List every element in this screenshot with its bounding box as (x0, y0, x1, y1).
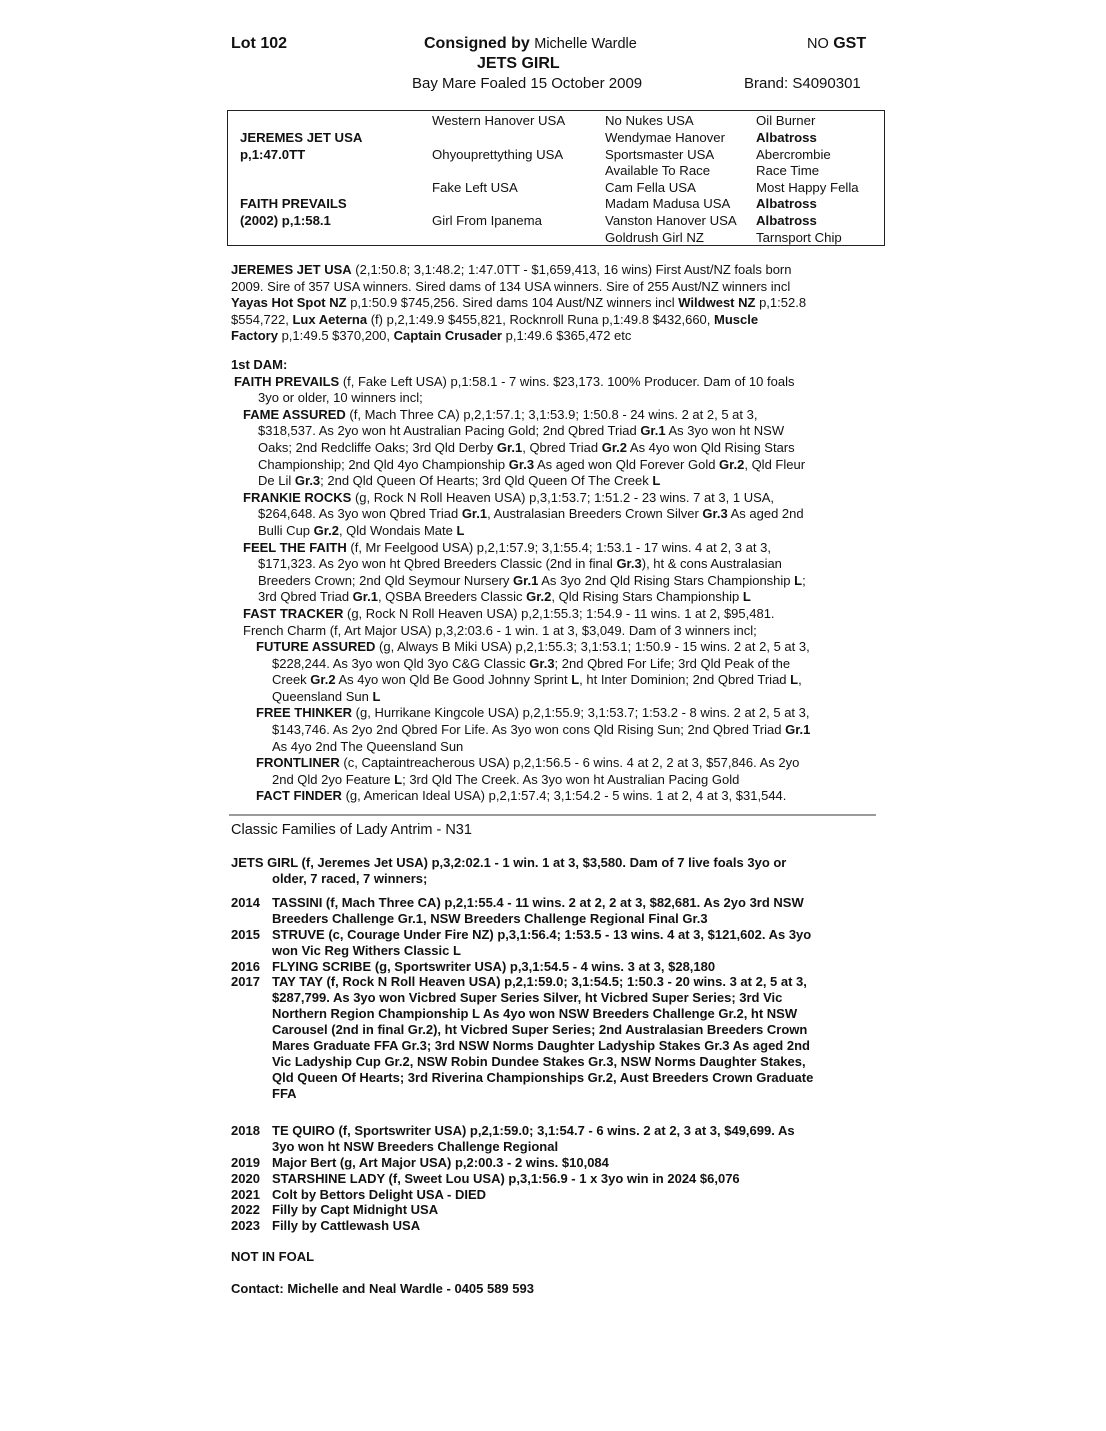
progeny-text: , QSBA Breeders Classic (377, 589, 527, 605)
foal-year: 2016 (231, 958, 260, 974)
ped-gen4-5: Most Happy Fella (756, 180, 859, 195)
foal-year: 2014 (231, 895, 260, 910)
sire-notes-text: 2009. Sire of 357 USA winners. Sired dams of 134 USA winners. Sire of 255 Aust/NZ winners incl (231, 278, 791, 294)
foal-record: Mares Graduate FFA Gr.3; 3rd NSW Norms Daughter Ladyship Stakes Gr.3 As aged 2nd (272, 1038, 810, 1054)
sire-notes-text: (f) p,2,1:49.9 $455,821, Rocknroll Runa p,1:49.8 $432,660, (367, 311, 715, 327)
progeny-text: De Lil (258, 473, 295, 489)
foal-year: 2023 (231, 1218, 260, 1234)
progeny-grade: Gr.2 (313, 522, 339, 538)
sire-notes-name: JEREMES JET USA (231, 262, 352, 277)
progeny-text: As 4yo won Qld Rising Stars (627, 439, 795, 455)
ped-gen3-8: Goldrush Girl NZ (605, 230, 704, 245)
progeny-grade: Gr.1 (496, 439, 523, 455)
progeny-text: $143,746. As 2yo 2nd Qbred For Life. As 3yo won cons Qld Rising Sun; 2nd Qbred Triad (272, 722, 786, 738)
progeny-text: , Qld Rising Stars Championship (551, 589, 743, 605)
progeny-text: , Australasian Breeders Crown Silver (487, 506, 703, 522)
progeny-text: Queensland Sun (272, 688, 373, 704)
ped-gen3-5: Cam Fella USA (605, 180, 696, 195)
progeny-text: Oaks; 2nd Redcliffe Oaks; 3rd Qld Derby (258, 439, 497, 455)
progeny-text: 3rd Qbred Triad (258, 589, 353, 605)
progeny-name: FACT FINDER (256, 788, 342, 804)
progeny-text: Breeders Crown; 2nd Qld Seymour Nursery (258, 572, 514, 588)
lot-number: Lot 102 (231, 35, 288, 52)
foal-record: STARSHINE LADY (f, Sweet Lou USA) p,3,1:56.9 - 1 x 3yo win in 2024 $6,076 (272, 1170, 740, 1186)
contact-line: Contact: Michelle and Neal Wardle - 0405 589 593 (231, 1281, 534, 1296)
gst-prefix: NO (807, 36, 829, 52)
progeny-text: $171,323. As 2yo won ht Qbred Breeders Classic (2nd in final (258, 556, 617, 572)
progeny-name: FRONTLINER (256, 755, 340, 771)
progeny-text: Championship; 2nd Qld 4yo Championship (258, 456, 509, 472)
progeny-text: ; 2nd Qbred For Life; 3rd Qld Peak of the (554, 655, 791, 671)
progeny-name: FUTURE ASSURED (256, 639, 376, 655)
progeny-text: $318,537. As 2yo won ht Australian Pacing Gold; 2nd Qbred Triad (258, 423, 641, 439)
sire-notes (231, 262, 881, 345)
ped-gen4-3: Abercrombie (756, 147, 831, 162)
progeny-text: As 4yo 2nd The Queensland Sun (272, 738, 464, 754)
progeny-text: 2nd Qld 2yo Feature (272, 771, 395, 787)
progeny-list (231, 895, 881, 1102)
progeny-grade: Gr.2 (601, 439, 627, 455)
foal-record: Colt by Bettors Delight USA - DIED (272, 1186, 487, 1202)
sire-notes-bold: Wildwest NZ (678, 295, 756, 311)
sire-notes-bold: Lux Aeterna (292, 311, 368, 327)
progeny-text: (c, Captaintreacherous USA) p,2,1:56.5 - 6 wins. 4 at 2, 2 at 3, $57,846. As 2yo (339, 755, 800, 771)
progeny-text: (f, Mr Feelgood USA) p,2,1:57.9; 3,1:55.4; 1:53.1 - 17 wins. 4 at 2, 3 at 3, (346, 539, 771, 555)
ped-gen3-6: Madam Madusa USA (605, 196, 731, 211)
sire-notes-bold: Muscle (714, 311, 759, 327)
dam-line-name: FAITH PREVAILS (234, 373, 340, 389)
sire-notes-text: p,1:52.8 (755, 295, 807, 311)
progeny-grade: L (571, 672, 580, 688)
foal-record: STRUVE (c, Courage Under Fire NZ) p,3,1:56.4; 1:53.5 - 13 wins. 4 at 3, $121,602. As 3yo (272, 926, 812, 942)
progeny-text: As 3yo won ht NSW (665, 423, 785, 439)
progeny-text: (f, Mach Three CA) p,2,1:57.1; 3,1:53.9; 1:50.8 - 24 wins. 2 at 2, 5 at 3, (345, 406, 758, 422)
progeny-grade: L (742, 589, 751, 605)
foaled-line: Bay Mare Foaled 15 October 2009 (412, 75, 643, 92)
progeny-text: , Qbred Triad (522, 439, 602, 455)
progeny-grade: Gr.3 (529, 655, 555, 671)
first-dam-section (231, 357, 881, 805)
progeny-grade: Gr.1 (513, 572, 539, 588)
gst-label: GST (833, 35, 867, 52)
foal-record: Qld Queen Of Hearts; 3rd Riverina Championships Gr.2, Aust Breeders Crown Graduate (272, 1069, 814, 1085)
progeny-text: ; (802, 572, 806, 588)
consignor-name: Michelle Wardle (534, 36, 637, 52)
progeny-list-late (231, 1123, 881, 1234)
progeny-grade: L (652, 473, 661, 489)
ped-gen2-3: Fake Left USA (432, 180, 518, 195)
foal-record: Vic Ladyship Cup Gr.2, NSW Robin Dundee Stakes Gr.3, NSW Norms Daughter Stakes, (272, 1053, 806, 1069)
sire-notes-bold: Factory (231, 328, 278, 344)
foal-record: FFA (272, 1085, 297, 1101)
foal-record: TASSINI (f, Mach Three CA) p,2,1:55.4 - 11 wins. 2 at 2, 2 at 3, $82,681. As 2yo 3rd NSW (272, 895, 804, 910)
foal-record: TE QUIRO (f, Sportswriter USA) p,2,1:59.0; 3,1:54.7 - 6 wins. 2 at 2, 3 at 3, $49,699. As (272, 1123, 795, 1138)
progeny-text: Bulli Cup (258, 522, 314, 538)
dam-record: (2002) p,1:58.1 (240, 213, 331, 228)
ped-gen3-4: Available To Race (605, 163, 711, 178)
ped-gen4-2: Albatross (756, 130, 817, 145)
progeny-text: ; 2nd Qld Queen Of Hearts; 3rd Qld Queen Of The Creek (320, 473, 653, 489)
sire-notes-text: p,1:49.6 $365,472 etc (502, 328, 632, 344)
foal-year: 2022 (231, 1202, 260, 1218)
foal-record: TAY TAY (f, Rock N Roll Heaven USA) p,2,1:59.0; 3,1:54.5; 1:50.3 - 20 wins. 3 at 2, 5 at 3, (272, 974, 807, 990)
progeny-text: $264,648. As 3yo won Qbred Triad (258, 506, 462, 522)
progeny-text: (g, Rock N Roll Heaven USA) p,3,1:53.7; 1:51.2 - 23 wins. 7 at 3, 1 USA, (351, 489, 775, 505)
family-intro-line: JETS GIRL (f, Jeremes Jet USA) p,3,2:02.1 - 1 win. 1 at 3, $3,580. Dam of 7 live foals 3yo or (231, 855, 787, 870)
progeny-name: FREE THINKER (256, 705, 353, 721)
sire-notes-text: p,1:49.5 $370,200, (277, 328, 394, 344)
ped-gen4-6: Albatross (756, 196, 817, 211)
ped-gen4-8: Tarnsport Chip (756, 230, 842, 245)
brand: Brand: S4090301 (744, 75, 861, 92)
progeny-grade: Gr.2 (310, 672, 336, 688)
progeny-grade: L (394, 771, 403, 787)
foal-record: $287,799. As 3yo won Vicbred Super Series Silver, ht Vicbred Super Series; 3rd Vic (272, 990, 783, 1006)
ped-gen4-4: Race Time (756, 163, 820, 178)
sire-notes-bold: Captain Crusader (393, 328, 502, 344)
progeny-text: (g, Rock N Roll Heaven USA) p,2,1:55.3; 1:54.9 - 11 wins. 1 at 2, $95,481. (343, 605, 775, 621)
progeny-name: FRANKIE ROCKS (243, 489, 352, 505)
progeny-text: , (798, 672, 802, 688)
foal-record: Major Bert (g, Art Major USA) p,2:00.3 - 2 wins. $10,084 (272, 1154, 609, 1170)
progeny-text: As 4yo won Qld Be Good Johnny Sprint (335, 672, 572, 688)
gst-status (807, 35, 866, 53)
foal-year: 2019 (231, 1154, 260, 1170)
sire-notes-text: p,1:50.9 $745,256. Sired dams 104 Aust/NZ winners incl (346, 295, 679, 311)
foal-year: 2015 (231, 926, 260, 942)
foal-year: 2021 (231, 1186, 260, 1202)
progeny-text: ; 3rd Qld The Creek. As 3yo won ht Australian Pacing Gold (402, 771, 740, 787)
dam-name: FAITH PREVAILS (240, 196, 347, 211)
family-intro (231, 855, 881, 887)
horse-name: JETS GIRL (477, 55, 560, 72)
ped-gen2-4: Girl From Ipanema (432, 213, 542, 228)
section-divider (229, 814, 876, 816)
foal-record: won Vic Reg Withers Classic L (272, 942, 461, 958)
progeny-grade: Gr.3 (702, 506, 728, 522)
dam-line-text: (f, Fake Left USA) p,1:58.1 - 7 wins. $23,173. 100% Producer. Dam of 10 foals (339, 373, 795, 389)
foal-year: 2017 (231, 974, 260, 990)
progeny-text: Creek (272, 672, 311, 688)
progeny-text: (g, Hurrikane Kingcole USA) p,2,1:55.9; 3,1:53.7; 1:53.2 - 8 wins. 2 at 2, 5 at 3, (352, 705, 810, 721)
progeny-grade: Gr.1 (785, 722, 811, 738)
ped-gen2-1: Western Hanover USA (432, 113, 566, 128)
progeny-grade: Gr.3 (508, 456, 535, 472)
progeny-text: As aged 2nd (727, 506, 804, 522)
progeny-grade: Gr.1 (640, 423, 666, 439)
progeny-grade: L (794, 572, 803, 588)
progeny-grade: Gr.3 (294, 473, 321, 489)
ped-gen4-1: Oil Burner (756, 113, 816, 128)
sire-notes-bold: Yayas Hot Spot NZ (231, 295, 347, 311)
progeny-grade: Gr.2 (719, 456, 745, 472)
progeny-grade: L (372, 688, 381, 704)
progeny-grade: L (456, 522, 465, 538)
progeny-text: , ht Inter Dominion; 2nd Qbred Triad (579, 672, 791, 688)
foal-record: Filly by Capt Midnight USA (272, 1202, 439, 1218)
ped-gen2-2: Ohyouprettything USA (432, 147, 564, 162)
ped-gen3-7: Vanston Hanover USA (605, 213, 737, 228)
ped-gen3-3: Sportsmaster USA (605, 147, 715, 162)
foal-record: Northern Region Championship L As 4yo won NSW Breeders Challenge Gr.2, ht NSW (272, 1006, 798, 1022)
progeny-grade: Gr.1 (461, 506, 488, 522)
progeny-grade: Gr.2 (526, 589, 552, 605)
progeny-name: FAST TRACKER (243, 605, 344, 621)
consigned-by (424, 35, 637, 53)
ped-gen3-1: No Nukes USA (605, 113, 694, 128)
first-dam-heading: 1st DAM: (231, 357, 288, 372)
foal-record: Carousel (2nd in final Gr.2), ht Vicbred Super Series; 2nd Australasian Breeders Crown (272, 1022, 808, 1038)
foal-record: Filly by Cattlewash USA (272, 1218, 421, 1234)
foal-year: 2020 (231, 1170, 260, 1186)
progeny-text: (g, Always B Miki USA) p,2,1:55.3; 3,1:53.1; 1:50.9 - 15 wins. 2 at 2, 5 at 3, (375, 639, 810, 655)
progeny-text: As aged won Qld Forever Gold (534, 456, 720, 472)
family-intro-line: older, 7 raced, 7 winners; (272, 870, 428, 886)
sire-name: JEREMES JET USA (240, 130, 363, 145)
sire-notes-text: $554,722, (231, 311, 293, 327)
sire-record: p,1:47.0TT (240, 147, 306, 162)
progeny-text: (g, American Ideal USA) p,2,1:57.4; 3,1:54.2 - 5 wins. 1 at 2, 4 at 3, $31,544. (341, 788, 787, 804)
dam-line-text: 3yo or older, 10 winners incl; (258, 390, 423, 406)
progeny-grade: L (790, 672, 799, 688)
progeny-text: , Qld Wondais Mate (338, 522, 457, 538)
ped-gen3-2: Wendymae Hanover (605, 130, 725, 145)
progeny-text: As 3yo 2nd Qld Rising Stars Championship (538, 572, 795, 588)
progeny-name: FEEL THE FAITH (243, 539, 347, 555)
progeny-name: FAME ASSURED (243, 406, 346, 422)
consigned-prefix: Consigned by (424, 35, 530, 52)
foal-record: FLYING SCRIBE (g, Sportswriter USA) p,3,1:54.5 - 4 wins. 3 at 3, $28,180 (272, 958, 716, 974)
foal-year: 2018 (231, 1123, 260, 1138)
progeny-text: French Charm (f, Art Major USA) p,3,2:03.6 - 1 win. 1 at 3, $3,049. Dam of 3 winners incl; (243, 622, 757, 638)
progeny-grade: Gr.3 (616, 556, 642, 572)
progeny-text: $228,244. As 3yo won Qld 3yo C&G Classic (272, 655, 530, 671)
foal-record: 3yo won ht NSW Breeders Challenge Regional (272, 1138, 559, 1154)
sire-notes-text: (2,1:50.8; 3,1:48.2; 1:47.0TT - $1,659,413, 16 wins) First Aust/NZ foals born (351, 262, 792, 277)
foal-status: NOT IN FOAL (231, 1249, 315, 1264)
foal-record: Breeders Challenge Gr.1, NSW Breeders Challenge Regional Final Gr.3 (272, 910, 708, 926)
progeny-grade: Gr.1 (352, 589, 378, 605)
ped-gen4-7: Albatross (756, 213, 817, 228)
family-heading: Classic Families of Lady Antrim - N31 (231, 822, 472, 838)
progeny-text: , Qld Fleur (744, 456, 806, 472)
progeny-text: ), ht & cons Australasian (641, 556, 782, 572)
